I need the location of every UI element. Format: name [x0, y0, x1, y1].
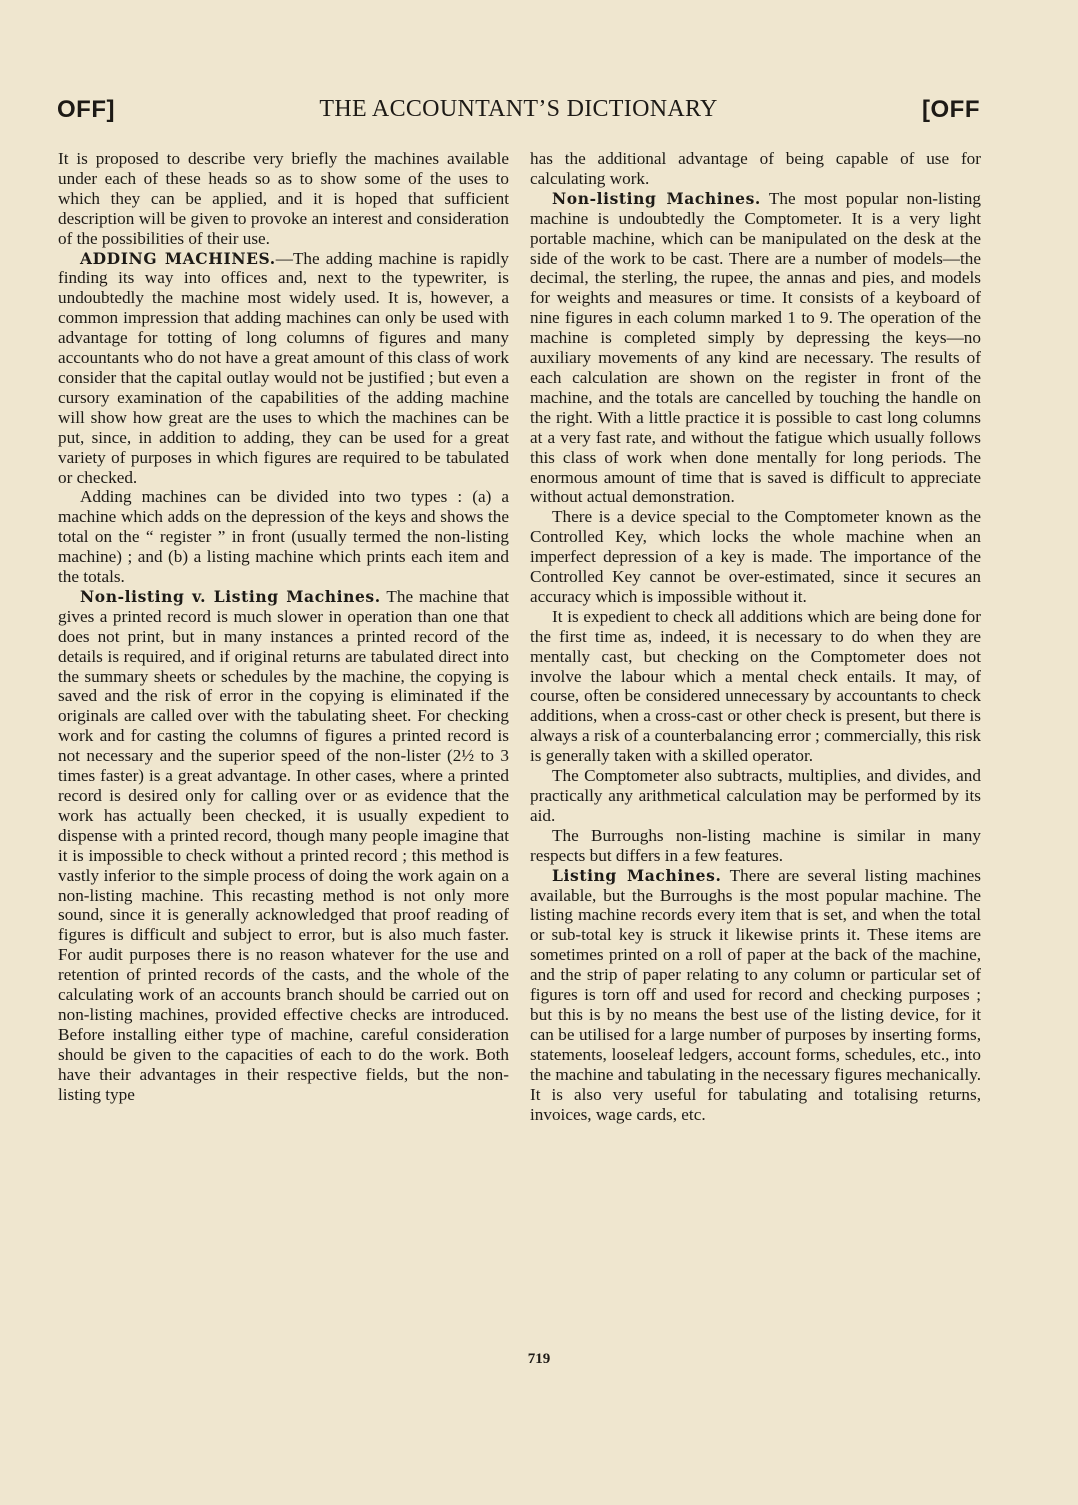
paragraph [530, 189, 981, 508]
right-column [530, 149, 981, 1124]
paragraph: has the additional advantage of being capable of use for calculating work. [530, 149, 981, 188]
paragraph-text: The most popular non-listing machine is undoubtedly the Comptometer. It is a very light portable machine, which can be manipulated on the desk at the side of the work to be cast. There are a number of models—the decimal, the sterling, the rupee, the annas and pies, and models for weights and measures or time. It consists of a keyboard of nine figures in each column marked 1 to 9. The operation of the machine is completed simply by depressing the keys—no auxiliary movements of any kind are necessary. The results of each calculation are shown on the register in front of the machine, and the totals are cancelled by touching the handle on the right. With a little practice it is possible to cast long columns at a very fast rate, and without the fatigue which usually follows this class of work when done mentally for long periods. The enormous amount of time that is saved is difficult to appreciate without actual demonstration. [530, 188, 981, 507]
paragraph [58, 249, 509, 488]
page-number: 719 [527, 1351, 551, 1367]
header-right-guide-word: [OFF [922, 96, 980, 123]
paragraph: The Burroughs non-listing machine is similar in many respects but differs in a few features. [530, 825, 981, 865]
paragraph-text: —The adding machine is rapidly finding its way into offices and, next to the typewriter, is undoubtedly the machine most widely used. It is, however, a common impression that adding machines can only be used with advantage for totting of long columns of figures and many accountants who do not have a great amount of this class of work consider that the capital outlay would not be justified ; but even a cursory examination of the capabilities of the adding machine will show how great are the uses to which the machines can be put, since, in addition to adding, they can be used for a great variety of purposes in which figures are required to be tabulated or checked. [58, 248, 509, 487]
paragraph-text: There are several listing machines available, but the Burroughs is the most popular machine. The listing machine records every item that is set, and when the total or sub-total key is struck it likewise prints it. These items are sometimes printed on a roll of paper at the back of the machine, and the strip of paper relating to any column or particular set of figures is torn off and used for record and checking purposes ; but this is by no means the best use of the listing device, for it can be utilised for a large number of purposes by inserting forms, statements, looseleaf ledgers, account forms, schedules, etc., into the machine and tabulating in the necessary figures mechanically. It is also very useful for tabulating and totalising returns, invoices, wage cards, etc. [530, 865, 981, 1124]
paragraph: It is expedient to check all additions which are being done for the first time as, indeed, it is necessary to do when they are mentally cast, but checking on the Comptometer does not involve the labour which a mental check entails. It may, of course, often be considered unnecessary by accountants to check additions, when a cross-cast or other check is present, but there is always a risk of a counterbalancing error ; commercially, this risk is generally taken with a skilled operator. [530, 606, 981, 766]
section-heading-non-listing-machines: Non-listing Machines. [552, 188, 761, 208]
section-heading-non-listing-v-listing: Non-listing v. Listing Machines. [80, 586, 381, 606]
paragraph: There is a device special to the Comptometer known as the Controlled Key, which locks the whole machine when an imperfect depression of a key is made. The importance of the Controlled Key cannot be over-estimated, since it secures an accuracy which is impossible without it. [530, 507, 981, 606]
paragraph-text: The machine that gives a printed record is much slower in operation than one that does not print, but in many instances a printed record of the details is required, and if original returns are tabulated direct into the summary sheets or schedules by the machine, the copying is saved and the risk of error in the copying is eliminated if the originals are called over with the tabulating sheet. For checking work and for casting the columns of figures a printed record is not necessary and the superior speed of the non-lister (2½ to 3 times faster) is a great advantage. In other cases, where a printed record is desired only for calling over or as evidence that the work has actually been checked, it is usually expedient to dispense with a printed record, though many people imagine that it is impossible to check without a printed record ; this method is vastly inferior to the simple process of doing the work again on a non-listing machine. This recasting method is not only more sound, since it is generally acknowledged that proof reading of figures is difficult and subject to error, but is also much faster. For audit purposes there is no reason whatever for the use and retention of printed records of the casts, and the whole of the calculating work of an accounts branch should be carried out on non-listing machines, provided effective checks are introduced. Before installing either type of machine, careful consideration should be given to the capacities of each to do the work. Both have their advantages in their respective fields, but the non-listing type [58, 586, 509, 1104]
paragraph: Adding machines can be divided into two types : (a) a machine which adds on the depression of the keys and shows the total on the “ register ” in front (usually termed the non-listing machine) ; and (b) a listing machine which prints each item and the totals. [58, 487, 509, 587]
paragraph: It is proposed to describe very briefly the machines available under each of these heads so as to show some of the uses to which they can be applied, and it is hoped that sufficient description will be given to provoke an interest and consideration of the possibilities of their use. [58, 149, 509, 248]
header-left-guide-word: OFF] [57, 96, 115, 123]
paragraph [530, 866, 981, 1125]
paragraph: The Comptometer also subtracts, multiplies, and divides, and practically any arithmetical calculation may be performed by its aid. [530, 766, 981, 825]
section-heading-adding-machines: ADDING MACHINES. [80, 248, 276, 268]
section-heading-listing-machines: Listing Machines. [552, 865, 722, 885]
header-title: THE ACCOUNTANT’S DICTIONARY [319, 96, 718, 122]
paragraph [58, 587, 509, 1105]
running-header [57, 96, 980, 130]
left-column [58, 149, 509, 1105]
